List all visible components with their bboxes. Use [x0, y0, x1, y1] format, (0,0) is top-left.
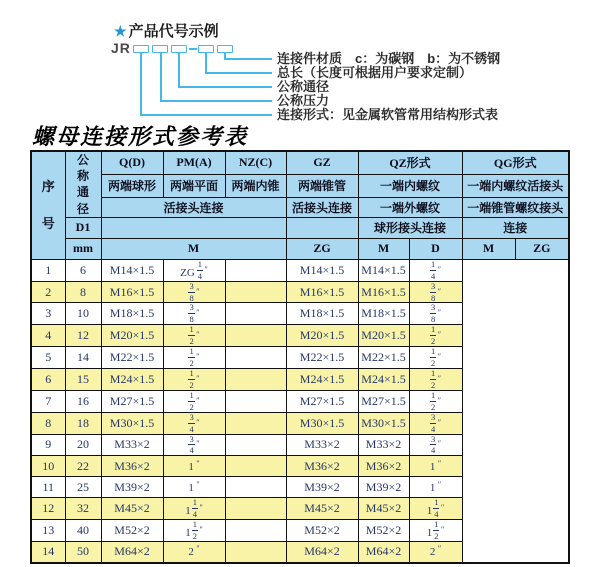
- cell-no: 1: [31, 259, 65, 281]
- header-nominal-diameter: 公称通径: [65, 151, 101, 217]
- cell-qg-m: M14×1.5: [358, 259, 409, 281]
- cell-qg-m: M20×1.5: [358, 325, 409, 347]
- cell-no: 9: [31, 434, 65, 456]
- code-dash: [189, 48, 197, 50]
- header-qz-d: D: [409, 238, 462, 259]
- header-empty: [286, 217, 358, 238]
- cell-qg-m: M64×2: [358, 542, 409, 563]
- cell-zg: $\frac{1}{2}$ ″: [163, 347, 225, 369]
- cell-zg: $\frac{3}{4}$ ″: [163, 412, 225, 434]
- header-qz-desc: 一端内螺纹: [358, 174, 462, 197]
- header-qg-m: M: [462, 238, 515, 259]
- connector-line: [178, 53, 180, 87]
- table-row: [31, 456, 569, 477]
- cell-qz-m: [225, 347, 286, 369]
- cell-dn: 40: [65, 520, 101, 542]
- cell-dn: 20: [65, 434, 101, 456]
- table-row: [31, 368, 569, 390]
- cell-qg-zg: $\frac{3}{4}$ ″: [409, 434, 462, 456]
- cell-no: 3: [31, 303, 65, 325]
- header-empty: [101, 217, 286, 238]
- cell-zg: $\frac{1}{2}$ ″: [163, 368, 225, 390]
- cell-qz-m: [225, 498, 286, 520]
- label-nominal-diameter: 公称通径: [277, 79, 330, 94]
- cell-dn: 10: [65, 303, 101, 325]
- header-mm: mm: [65, 238, 101, 259]
- label-connection-form: 连接形式：见金属软管常用结构形式表: [277, 107, 499, 122]
- cell-qz-m: [225, 412, 286, 434]
- cell-qz-d: M45×2: [286, 498, 358, 520]
- cell-m: M20×1.5: [101, 325, 163, 347]
- cell-qz-d: M52×2: [286, 520, 358, 542]
- cell-qz-d: M14×1.5: [286, 259, 358, 281]
- cell-no: 12: [31, 498, 65, 520]
- cell-qg-zg: 1 ″: [409, 477, 462, 498]
- cell-m: M27×1.5: [101, 390, 163, 412]
- cell-zg: 1 $\frac{1}{4}$ ″: [163, 498, 225, 520]
- product-code-example-title: [114, 20, 219, 41]
- cell-no: 6: [31, 368, 65, 390]
- connector-line: [205, 53, 207, 73]
- cell-m: M16×1.5: [101, 281, 163, 303]
- header-d1: D1: [65, 217, 101, 238]
- cell-no: 10: [31, 456, 65, 477]
- cell-qg-zg: $\frac{3}{4}$ ″: [409, 412, 462, 434]
- cell-qg-zg: 1 ″: [409, 456, 462, 477]
- cell-qg-m: M36×2: [358, 456, 409, 477]
- table-row: [31, 303, 569, 325]
- cell-no: 14: [31, 542, 65, 563]
- header-qg-zg: ZG: [515, 238, 569, 259]
- cell-dn: 32: [65, 498, 101, 520]
- cell-zg: $\frac{1}{2}$ ″: [163, 390, 225, 412]
- cell-qz-m: [225, 259, 286, 281]
- label-nominal-pressure: 公称压力: [277, 93, 330, 108]
- header-gz-desc: 两端锥管: [286, 174, 358, 197]
- cell-m: M39×2: [101, 477, 163, 498]
- cell-zg: 2 ″: [163, 542, 225, 563]
- cell-qg-m: M27×1.5: [358, 390, 409, 412]
- table-row: [31, 477, 569, 498]
- connector-line: [205, 72, 272, 74]
- table-row: [31, 542, 569, 563]
- cell-qz-d: M39×2: [286, 477, 358, 498]
- star-icon: ★: [114, 23, 127, 39]
- nut-connection-reference-table: [30, 150, 570, 564]
- cell-m: M33×2: [101, 434, 163, 456]
- cell-qg-zg: $\frac{1}{2}$ ″: [409, 368, 462, 390]
- header-qz-external-thread: 一端外螺纹: [358, 197, 462, 217]
- cell-qg-zg: $\frac{1}{2}$ ″: [409, 347, 462, 369]
- cell-m: M24×1.5: [101, 368, 163, 390]
- cell-dn: 50: [65, 542, 101, 563]
- table-header: [31, 151, 569, 259]
- table-row: [31, 347, 569, 369]
- cell-qz-d: M33×2: [286, 434, 358, 456]
- cell-qg-m: M30×1.5: [358, 412, 409, 434]
- cell-no: 8: [31, 412, 65, 434]
- header-m-main: M: [101, 238, 286, 259]
- table-row: [31, 259, 569, 281]
- cell-qg-zg: 2 ″: [409, 542, 462, 563]
- cell-qg-m: M52×2: [358, 520, 409, 542]
- cell-zg: 1 ″: [163, 477, 225, 498]
- header-group-gz: GZ: [286, 151, 358, 174]
- cell-qg-m: M45×2: [358, 498, 409, 520]
- table-row: [31, 281, 569, 303]
- cell-m: M45×2: [101, 498, 163, 520]
- code-box-1: [133, 45, 149, 53]
- table-row: [31, 434, 569, 456]
- cell-qg-zg: $\frac{1}{2}$ ″: [409, 325, 462, 347]
- header-nz-desc: 两端内锥: [225, 174, 286, 197]
- cell-qg-zg: 1 $\frac{1}{2}$ ″: [409, 520, 462, 542]
- connector-line: [224, 58, 272, 60]
- cell-dn: 14: [65, 347, 101, 369]
- table-body: [31, 259, 569, 562]
- cell-zg: $\frac{3}{4}$ ″: [163, 434, 225, 456]
- cell-qz-m: [225, 303, 286, 325]
- cell-no: 2: [31, 281, 65, 303]
- cell-dn: 16: [65, 390, 101, 412]
- label-total-length: 总长（长度可根据用户要求定制）: [277, 65, 473, 80]
- cell-qz-d: M20×1.5: [286, 325, 358, 347]
- cell-qg-zg: $\frac{3}{8}$ ″: [409, 281, 462, 303]
- cell-qz-m: [225, 281, 286, 303]
- cell-qg-m: M39×2: [358, 477, 409, 498]
- product-code-example-label: 产品代号示例: [128, 23, 219, 40]
- code-box-4: [198, 45, 214, 53]
- cell-no: 11: [31, 477, 65, 498]
- connector-line: [160, 53, 162, 101]
- table-row: [31, 325, 569, 347]
- table-row: [31, 412, 569, 434]
- cell-no: 13: [31, 520, 65, 542]
- connector-line: [178, 86, 272, 88]
- cell-zg: $\frac{1}{2}$ ″: [163, 325, 225, 347]
- cell-no: 5: [31, 347, 65, 369]
- cell-dn: 18: [65, 412, 101, 434]
- cell-m: M22×1.5: [101, 347, 163, 369]
- cell-m: M18×1.5: [101, 303, 163, 325]
- cell-m: M36×2: [101, 456, 163, 477]
- cell-no: 7: [31, 390, 65, 412]
- cell-qz-m: [225, 520, 286, 542]
- header-group-qg: QG形式: [462, 151, 569, 174]
- header-pm-desc: 两端平面: [163, 174, 225, 197]
- cell-qz-d: M18×1.5: [286, 303, 358, 325]
- header-group-pm: PM(A): [163, 151, 225, 174]
- header-qg-desc: 一端内螺纹活接头: [462, 174, 569, 197]
- cell-qg-zg: $\frac{1}{4}$ ″: [409, 259, 462, 281]
- header-union-connection: 活接头连接: [101, 197, 286, 217]
- cell-qz-m: [225, 456, 286, 477]
- cell-qz-d: M16×1.5: [286, 281, 358, 303]
- code-box-2: [152, 45, 168, 53]
- cell-qg-m: M33×2: [358, 434, 409, 456]
- cell-zg: 1 ″: [163, 456, 225, 477]
- cell-qz-d: M36×2: [286, 456, 358, 477]
- header-seq: 序号: [31, 151, 65, 259]
- cell-dn: 6: [65, 259, 101, 281]
- cell-qz-m: [225, 325, 286, 347]
- cell-zg: 1 $\frac{1}{2}$ ″: [163, 520, 225, 542]
- label-material: 连接件材质 c：为碳钢 b：为不锈钢: [277, 51, 501, 66]
- code-box-3: [171, 45, 187, 53]
- code-prefix: JR: [111, 40, 131, 56]
- connector-line: [160, 100, 272, 102]
- cell-dn: 8: [65, 281, 101, 303]
- header-q-desc: 两端球形: [101, 174, 163, 197]
- cell-m: M14×1.5: [101, 259, 163, 281]
- cell-qg-zg: $\frac{1}{2}$ ″: [409, 390, 462, 412]
- cell-dn: 25: [65, 477, 101, 498]
- table-title: 螺母连接形式参考表: [32, 124, 249, 149]
- header-qg-taper-thread-joint: 一端锥管螺纹接头: [462, 197, 569, 217]
- header-qz-m: M: [358, 238, 409, 259]
- header-qz-ball-joint-connection: 球形接头连接: [358, 217, 462, 238]
- cell-m: M52×2: [101, 520, 163, 542]
- header-group-nz: NZ(C): [225, 151, 286, 174]
- cell-zg: ZG $\frac{1}{4}$ ″: [163, 259, 225, 281]
- cell-qg-zg: $\frac{3}{8}$ ″: [409, 303, 462, 325]
- header-group-q: Q(D): [101, 151, 163, 174]
- cell-qg-m: M18×1.5: [358, 303, 409, 325]
- cell-qg-m: M22×1.5: [358, 347, 409, 369]
- connector-line: [140, 114, 272, 116]
- cell-m: M30×1.5: [101, 412, 163, 434]
- cell-dn: 12: [65, 325, 101, 347]
- cell-qz-d: M24×1.5: [286, 368, 358, 390]
- cell-dn: 22: [65, 456, 101, 477]
- cell-dn: 15: [65, 368, 101, 390]
- cell-m: M64×2: [101, 542, 163, 563]
- table-row: [31, 390, 569, 412]
- table-row: [31, 498, 569, 520]
- cell-qz-d: M22×1.5: [286, 347, 358, 369]
- header-qg-connection: 连接: [462, 217, 569, 238]
- cell-zg: $\frac{3}{8}$ ″: [163, 303, 225, 325]
- cell-qz-d: M64×2: [286, 542, 358, 563]
- cell-qz-m: [225, 477, 286, 498]
- cell-no: 4: [31, 325, 65, 347]
- cell-qz-m: [225, 542, 286, 563]
- cell-qz-d: M30×1.5: [286, 412, 358, 434]
- cell-qg-m: M16×1.5: [358, 281, 409, 303]
- table-row: [31, 520, 569, 542]
- header-gz-union-connection: 活接头连接: [286, 197, 358, 217]
- cell-qg-zg: 1 $\frac{1}{4}$ ″: [409, 498, 462, 520]
- connector-line: [140, 53, 142, 115]
- cell-qg-m: M24×1.5: [358, 368, 409, 390]
- cell-zg: $\frac{3}{8}$ ″: [163, 281, 225, 303]
- cell-qz-m: [225, 368, 286, 390]
- cell-qz-d: M27×1.5: [286, 390, 358, 412]
- cell-qz-m: [225, 390, 286, 412]
- cell-qz-m: [225, 434, 286, 456]
- header-zg-main: ZG: [286, 238, 358, 259]
- header-group-qz: QZ形式: [358, 151, 462, 174]
- code-box-5: [217, 45, 233, 53]
